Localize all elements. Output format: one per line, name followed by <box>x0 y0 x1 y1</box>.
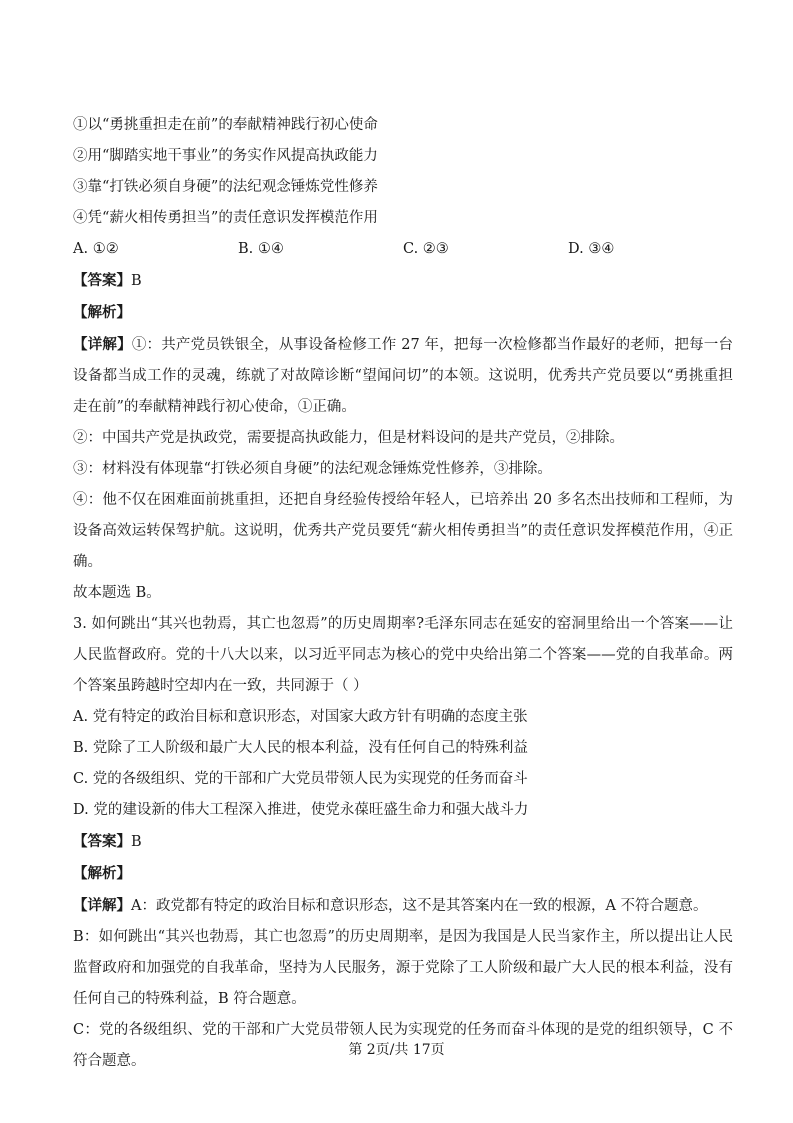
answer-value: B <box>131 834 142 850</box>
q3-detail-p1 <box>73 890 733 922</box>
q2-options <box>73 234 733 265</box>
q2-detail-p4: ④：他不仅在困难面前挑重担，还把自身经验传授给年轻人，已培养出 20 多名杰出技师和工程师，为设备高效运转保驾护航。这说明，优秀共产党员要凭“薪火相传勇担当”的责任意识发挥模范作用，④正确。 <box>73 492 733 570</box>
q3-option-a: A. 党有特定的政治目标和意识形态，对国家大政方针有明确的态度主张 <box>73 709 528 725</box>
detail-text: A：政党都有特定的政治目标和意识形态，这不是其答案内在一致的根源，A 不符合题意。 <box>131 898 708 914</box>
q2-analysis <box>73 297 733 329</box>
q2-detail-p3: ③：材料没有体现靠“打铁必须自身硬”的法纪观念锤炼党性修养，③排除。 <box>73 461 552 477</box>
q2-detail-p1 <box>73 329 733 423</box>
q2-answer <box>73 265 733 297</box>
q2-detail-p2: ②：中国共产党是执政党，需要提高执政能力，但是材料设问的是共产党员，②排除。 <box>73 430 624 446</box>
page-footer: 第 2页/共 17页 <box>348 1042 445 1058</box>
q2-item-2: ②用“脚踏实地干事业”的务实作风提高执政能力 <box>73 148 378 164</box>
answer-value: B <box>131 273 142 289</box>
detail-tag: 【详解】 <box>73 336 132 353</box>
q2-option-c: C. ②③ <box>403 241 449 257</box>
q3-answer <box>73 826 733 858</box>
q3-stem: 3. 如何跳出“其兴也勃焉，其亡也忽焉”的历史周期率?毛泽东同志在延安的窑洞里给出一个答案——让人民监督政府。党的十八大以来，以习近平同志为核心的党中央给出第二个答案——党的自我革命。两个答案虽跨越时空却内在一致，共同源于（ ） <box>73 616 733 694</box>
q2-item-1: ①以“勇挑重担走在前”的奉献精神践行初心使命 <box>73 117 378 133</box>
detail-text: ①：共产党员铁银全，从事设备检修工作 27 年，把每一次检修都当作最好的老师，把每一台设备都当成工作的灵魂，练就了对故障诊断“望闻问切”的本领。这说明，优秀共产党员要以“勇挑重担走在前”的奉献精神践行初心使命，①正确。 <box>73 337 734 415</box>
q3-analysis <box>73 858 733 890</box>
q3-option-b: B. 党除了工人阶级和最广大人民的根本利益，没有任何自己的特殊利益 <box>73 740 528 756</box>
analysis-tag: 【解析】 <box>73 865 131 882</box>
detail-tag: 【详解】 <box>73 897 131 914</box>
q2-item-4: ④凭“薪火相传勇担当”的责任意识发挥模范作用 <box>73 210 378 226</box>
answer-tag: 【答案】 <box>73 833 131 850</box>
page-content <box>73 110 733 1077</box>
q2-item-3: ③靠“打铁必须自身硬”的法纪观念锤炼党性修养 <box>73 179 378 195</box>
q2-detail-p5: 故本题选 B。 <box>73 585 161 601</box>
q2-option-b: B. ①④ <box>238 241 284 257</box>
q3-detail-p2: B：如何跳出“其兴也勃焉，其亡也忽焉”的历史周期率，是因为我国是人民当家作主，所以提出让人民监督政府和加强党的自我革命，坚持为人民服务，源于党除了工人阶级和最广大人民的根本利益，没有任何自己的特殊利益，B 符合题意。 <box>73 929 733 1007</box>
q3-option-c: C. 党的各级组织、党的干部和广大党员带领人民为实现党的任务而奋斗 <box>73 771 528 787</box>
q3-option-d: D. 党的建设新的伟大工程深入推进，使党永葆旺盛生命力和强大战斗力 <box>73 802 529 818</box>
q2-option-a: A. ①② <box>73 241 119 257</box>
answer-tag: 【答案】 <box>73 272 131 289</box>
q2-option-d: D. ③④ <box>568 241 615 257</box>
analysis-tag: 【解析】 <box>73 304 131 321</box>
q3-detail-p3: C：党的各级组织、党的干部和广大党员带领人民为实现党的任务而奋斗体现的是党的组织领导，C 不符合题意。 <box>73 1022 733 1069</box>
